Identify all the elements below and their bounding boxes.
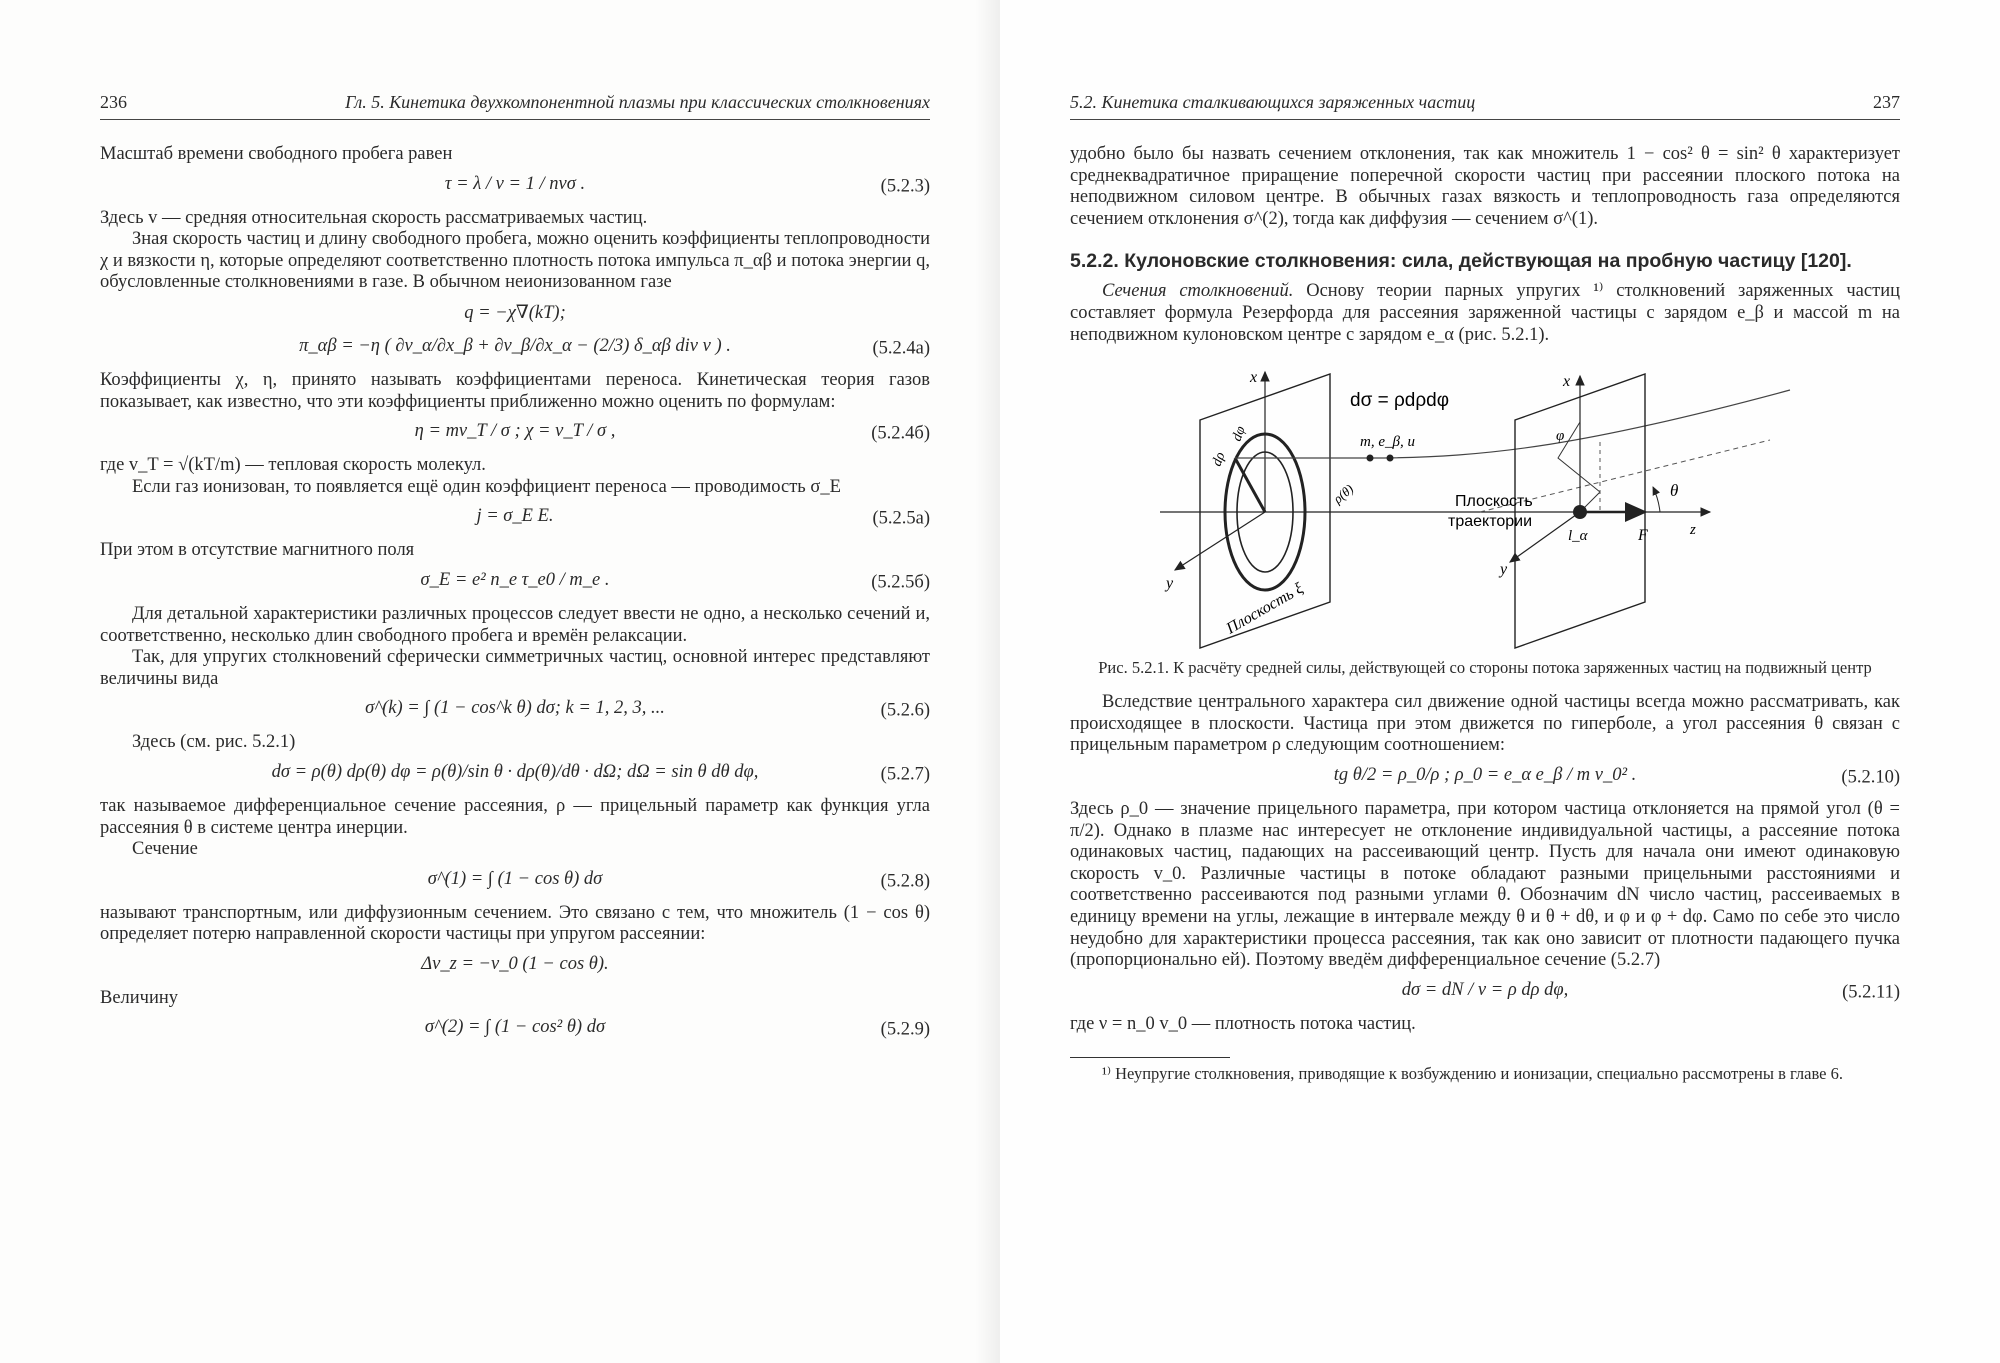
- paragraph: [100, 839, 930, 861]
- paragraph-text: где v_T = √(kT/m) — тепловая скорость молекул.: [100, 455, 486, 476]
- paragraph-text: Сечение: [132, 839, 198, 860]
- paragraph-text: Коэффициенты χ, η, принято называть коэффициентами переноса. Кинетическая теория газов показывает, как известно, что эти коэффициенты приближенно можно оценить по формулам:: [100, 369, 930, 412]
- paragraph-text: называют транспортным, или диффузионным сечением. Это связано с тем, что множитель (1 − cos θ) определяет потерю направленной скорости частицы при упругом рассеянии:: [100, 902, 930, 945]
- left-chapter-title: Гл. 5. Кинетика двухкомпонентной плазмы при классических столкновениях: [345, 92, 930, 112]
- label-center: l_α: [1568, 528, 1588, 545]
- label-particle: m, e_β, u: [1360, 434, 1415, 451]
- label-theta: θ: [1670, 481, 1679, 501]
- right-body-top: [1070, 144, 1900, 230]
- equation: [1070, 980, 1900, 1006]
- paragraph-text: Для детальной характеристики различных процессов следует ввести не одно, а несколько сечений и, соответственно, несколько длин свободного пробега и времён релаксации.: [100, 603, 930, 646]
- equation-body: tg θ/2 = ρ_0/ρ ; ρ_0 = e_α e_β / m v_0² .: [1333, 764, 1637, 785]
- label-plane-trajectory: Плоскость: [1455, 493, 1533, 511]
- equation-number: (5.2.11): [1842, 982, 1900, 1003]
- paragraph: [100, 540, 930, 562]
- right-running-head: [1070, 92, 1900, 120]
- paragraph-text: удобно было бы назвать сечением отклонения, так как множитель 1 − cos² θ = sin² θ характеризует среднеквадратичное приращение поперечной скорости частиц при рассеянии плоского потока на неподвижном силовом центре. В обычных газах вязкость и теплопроводность газа определяются сечением отклонения σ^(2), тогда как диффузия — сечением σ^(1).: [1070, 144, 1900, 229]
- equation-number: (5.2.8): [880, 871, 930, 892]
- paragraph-text: Вследствие центрального характера сил движение одной частицы всегда можно рассматривать, как происходящее в плоскости. Частица при этом движется по гиперболе, а угол рассеяния θ связан с прицельным параметром ρ следующим соотношением:: [1070, 692, 1900, 756]
- paragraph-text: Зная скорость частиц и длину свободного пробега, можно оценить коэффициенты теплопроводности χ и вязкости η, которые определяют соответственно плотность потока импульса π_αβ и потока энергии q, обусловленные столкновениями в газе. В обычном неионизованном газе: [100, 229, 930, 293]
- paragraph-text: Здесь v — средняя относительная скорость рассматриваемых частиц.: [100, 207, 648, 228]
- equation-body: τ = λ / v = 1 / nvσ .: [444, 173, 586, 194]
- label-plane-xi: Плоскость ξ: [1223, 580, 1307, 638]
- paragraph-text: Масштаб времени свободного пробега равен: [100, 144, 453, 164]
- paragraph-text: Здесь (см. рис. 5.2.1): [132, 732, 296, 753]
- paragraph: [1070, 144, 1900, 230]
- left-body: [100, 144, 930, 1043]
- paragraph-text: Величину: [100, 987, 179, 1008]
- right-body-bottom: [1070, 692, 1900, 1035]
- equation-number: (5.2.4а): [872, 338, 930, 359]
- right-page: [1000, 0, 2000, 1363]
- equation-body: σ^(2) = ∫ (1 − cos² θ) dσ: [424, 1017, 606, 1038]
- equation: [100, 302, 930, 328]
- equation-body: q = −χ∇(kT);: [464, 302, 566, 323]
- equation-number: (5.2.7): [880, 764, 930, 785]
- paragraph-text: Основу теории парных упругих ¹⁾ столкновений заряженных частиц составляет формула Резерфорда для рассеяния заряженной частицы с зарядом e_β и массой m на неподвижном кулоновском центре с зарядом e_α (рис. 5.2.1).: [1070, 281, 1900, 345]
- paragraph: [100, 370, 930, 413]
- equation-number: (5.2.10): [1841, 767, 1900, 788]
- equation: [100, 174, 930, 200]
- particle-2: [1387, 455, 1394, 462]
- paragraph-text: Так, для упругих столкновений сферически симметричных частиц, основной интерес представляют величины вида: [100, 647, 930, 689]
- equation: [100, 698, 930, 724]
- right-section-title: 5.2. Кинетика сталкивающихся заряженных частиц: [1070, 92, 1476, 112]
- figure-caption: Рис. 5.2.1. К расчёту средней силы, действующей со стороны потока заряженных частиц на подвижный центр: [1098, 658, 1872, 678]
- paragraph-text: Здесь ρ_0 — значение прицельного параметра, при котором частица отклоняется на прямой угол (θ = π/2). Однако в плазме нас интересует не отклонение индивидуальной частицы, а рассеяние потока одинаковых частиц, падающих на рассеивающий центр. Пусть для начала они имеют одинаковую скорость v_0. Различные частицы в потоке обладают разными прицельными расстояниями и соответственно рассеиваются под разными углами θ. Обозначим dN число частиц, рассеиваемых в единицу времени на углы, лежащие в интервале между θ и θ + dθ, и φ и φ + dφ. Само по себе это число неудобно для характеристики процесса рассеяния, так как оно зависит от плотности падающего пучка (пропорционально ей). Поэтому введём дифференциальное сечение (5.2.7): [1070, 798, 1900, 971]
- equation-body: π_αβ = −η ( ∂v_α/∂x_β + ∂v_β/∂x_α − (2/3) δ_αβ div v ) .: [299, 335, 731, 356]
- label-F: F: [1638, 527, 1648, 545]
- paragraph: [100, 647, 930, 690]
- right-body-mid: [1070, 281, 1900, 346]
- equation-number: (5.2.9): [880, 1019, 930, 1040]
- paragraph: [100, 455, 930, 477]
- equation: [100, 506, 930, 532]
- equation-body: j = σ_E E.: [476, 506, 554, 527]
- equation-number: (5.2.5а): [872, 508, 930, 529]
- label-rho: ρ(θ): [1330, 481, 1357, 507]
- paragraph: [100, 988, 930, 1010]
- paragraph-text: При этом в отсутствие магнитного поля: [100, 540, 415, 561]
- equation-body: dσ = ρ(θ) dρ(θ) dφ = ρ(θ)/sin θ · dρ(θ)/dθ · dΩ; dΩ = sin θ dθ dφ,: [271, 761, 759, 782]
- equation: [100, 570, 930, 596]
- equation-body: σ^(1) = ∫ (1 − cos θ) dσ: [427, 868, 603, 889]
- paragraph-text: где ν = n_0 v_0 — плотность потока частиц.: [1070, 1013, 1416, 1034]
- equation-body: σ^(k) = ∫ (1 − cos^k θ) dσ; k = 1, 2, 3, ...: [365, 698, 665, 719]
- label-dsigma: dσ = ρdρdφ: [1350, 390, 1450, 412]
- paragraph: [100, 903, 930, 946]
- equation-number: (5.2.3): [880, 176, 930, 197]
- equation-body: Δv_z = −v_0 (1 − cos θ).: [421, 953, 609, 974]
- equation: [100, 421, 930, 447]
- paragraph-lead: Сечения столкновений.: [1102, 281, 1294, 302]
- footnote-rule: [1070, 1057, 1230, 1058]
- equation-number: (5.2.4б): [871, 423, 930, 444]
- paragraph: [100, 604, 930, 647]
- label-drho: dρ: [1209, 450, 1229, 469]
- equation-number: (5.2.5б): [871, 572, 930, 593]
- paragraph: [100, 732, 930, 754]
- particle-1: [1367, 455, 1374, 462]
- paragraph-text: так называемое дифференциальное сечение рассеяния, ρ — прицельный параметр как функция угла рассеяния θ в системе центра инерции.: [100, 795, 930, 838]
- paragraph: [1070, 281, 1900, 346]
- equation: [100, 869, 930, 895]
- equation-body: dσ = dN / ν = ρ dρ dφ,: [1401, 979, 1569, 1000]
- equation: [100, 954, 930, 980]
- paragraph: [1070, 1014, 1900, 1036]
- paragraph: [1070, 799, 1900, 972]
- right-text-column: [1070, 92, 1900, 1084]
- paragraph: [100, 796, 930, 839]
- equation: [100, 1017, 930, 1043]
- scattering-center: [1573, 505, 1587, 519]
- equation: [1070, 765, 1900, 791]
- equation-body: η = mv_T / σ ; χ = v_T / σ ,: [414, 421, 616, 442]
- left-page-number: 236: [100, 92, 127, 112]
- label-x-left: x: [1250, 369, 1258, 387]
- footnote: ¹⁾ Неупругие столкновения, приводящие к возбуждению и ионизации, специально рассмотрены в главе 6.: [1102, 1064, 1843, 1084]
- paragraph: [1070, 692, 1900, 757]
- left-running-head: [100, 92, 930, 120]
- equation: [100, 336, 930, 362]
- paragraph: [100, 208, 930, 230]
- label-plane-trajectory-2: траектории: [1448, 513, 1533, 531]
- section-heading: [1070, 250, 1900, 273]
- equation-body: σ_E = e² n_e τ_e0 / m_e .: [420, 569, 610, 590]
- equation-number: (5.2.6): [880, 700, 930, 721]
- left-text-column: [100, 92, 930, 1051]
- paragraph: [100, 477, 930, 499]
- section-title: Кулоновские столкновения: сила, действующая на пробную частицу [120].: [1124, 250, 1852, 273]
- y-axis-left: [1175, 512, 1265, 570]
- section-number: 5.2.2.: [1070, 250, 1119, 273]
- particle-trajectory: [1235, 390, 1790, 458]
- right-page-number: 237: [1873, 92, 1900, 112]
- label-x-right: x: [1563, 373, 1571, 391]
- paragraph: [100, 229, 930, 294]
- label-y-left: y: [1166, 575, 1174, 593]
- paragraph-text: Если газ ионизован, то появляется ещё один коэффициент переноса — проводимость σ_E: [132, 476, 841, 497]
- label-y-right: y: [1500, 561, 1508, 579]
- figure-5-2-1: [1070, 362, 1900, 652]
- paragraph: [100, 144, 930, 166]
- label-z: z: [1690, 522, 1696, 539]
- label-dphi: dφ: [1229, 424, 1249, 444]
- scattering-diagram: [1070, 362, 1900, 652]
- label-phi: φ: [1556, 428, 1565, 445]
- theta-arc: [1653, 487, 1660, 512]
- equation: [100, 762, 930, 788]
